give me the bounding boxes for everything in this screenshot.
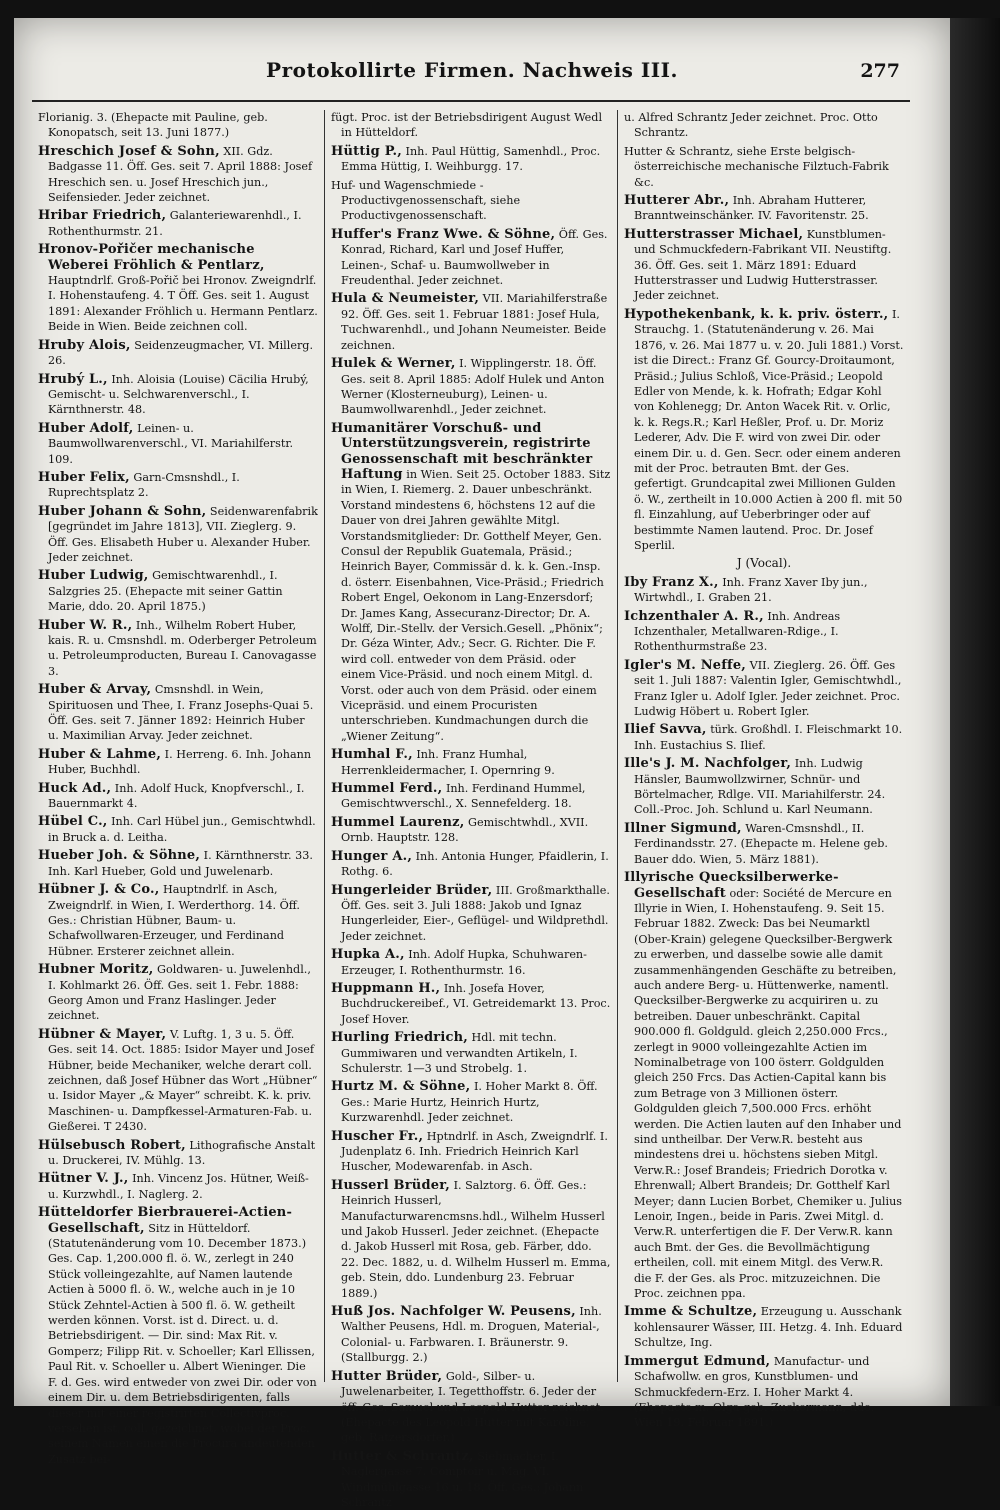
directory-entry [38,470,318,501]
directory-entry [624,193,904,224]
directory-entry [38,1205,318,1467]
entry-text: Inh. Adolf Hupka, Schuhwaren-Erzeuger, I. Rothenthurmstr. 16. [341,948,587,977]
directory-entry [331,1079,611,1125]
firm-name: Hunger A., [331,848,413,864]
firm-name: Hurtz M. & Söhne, [331,1079,471,1095]
page-header [34,58,910,92]
entry-text: I. Hoher Markt 8. Öff. Ges.: Marie Hurtz, Heinrich Hurtz, Kurzwarenhdl. Jeder zeichnet. [341,1080,598,1125]
directory-entry [331,947,611,978]
header-rule [32,100,910,102]
firm-name: Hrubý L., [38,371,108,387]
entry-text: Waren-Cmsnshdl., II. Ferdinandsstr. 27. (Ehepacte m. Helene geb. Bauer ddo. Wien, 5. März 1881). [634,821,888,866]
columns-container [32,110,910,1509]
entry-text: Inh. Vincenz Jos. Hütner, Weiß- u. Kurzwhdl., I. Naglerg. 2. [48,1172,309,1201]
directory-entry [624,658,904,720]
entry-text: V. Luftg. 1, 3 u. 5. Öff. Ges. seit 14. Oct. 1885: Isidor Mayer und Josef Hübner, beide Mechaniker, welche derart coll. zeichnen, daß Josef Hübner das Wort „Hübner“ u. Isidor Mayer „& Mayer“ schreibt. K. k. priv. Maschinen- u. Dampfkessel-Armaturen-Fab. u. Gießerei. T 2430. [48,1027,318,1134]
firm-name: Hupka A., [331,947,405,963]
firm-name: Ichzenthaler A. R., [624,608,764,624]
firm-name: Huscher Fr., [331,1128,424,1144]
entry-text: Inh. Aloisia (Louise) Cäcilia Hrubý, Gemischt- u. Selchwarenverschl., I. Kärnthnerstr. 48. [48,372,309,417]
entry-text: Hauptndrlf. in Asch, Zweigndrlf. in Wien, I. Werderthorg. 14. Öff. Ges.: Christian Hübner, Baum- u. Schafwollwaren-Erzeuger, und Ferdinand Hübner. Ersterer zeichnet allein. [48,883,300,958]
firm-name: Hübner & Mayer, [38,1026,167,1042]
firm-name: Husserl Brüder, [331,1177,451,1193]
entry-text: Siebmacher, I. Naglergasse 7. Comptoir u. Mag. VI. Windmühlgasse 16 u. 18. Öff. Ges.: Johann Schrantz [341,1449,584,1509]
directory-entry [38,1027,318,1135]
directory-entry [38,242,318,334]
firm-name: Hribar Friedrich, [38,208,167,224]
firm-name: Illyrische Quecksilberwerke-Gesellschaft [624,870,839,901]
column-3 [617,110,910,1430]
directory-entry [331,178,611,224]
entry-text: Inh. Abraham Hutterer, Branntweinschänker. IV. Favoritenstr. 25. [634,194,869,223]
firm-name: Huber & Lahme, [38,746,162,762]
firm-name: Hutter Brüder, [331,1368,443,1384]
firm-name: Hruby Alois, [38,337,131,353]
entry-text: VII. Mariahilferstraße 92. Öff. Ges. seit 1. Februar 1881: Josef Hula, Tuchwarenhdl., und Johann Neumeister. Beide zeichnen. [341,292,608,352]
entry-text: u. Alfred Schrantz Jeder zeichnet. Proc. Otto Schrantz. [624,111,878,140]
entry-text: Goldwaren- u. Juwelenhdl., I. Kohlmarkt 26. Öff. Ges. seit 1. Febr. 1888: Georg Amon und Franz Haslinger. Jeder zeichnet. [48,963,311,1023]
directory-entry [331,1129,611,1175]
firm-name: Hueber Joh. & Söhne, [38,848,201,864]
directory-entry [38,618,318,680]
directory-entry [38,568,318,614]
firm-name: Humhal F., [331,747,413,763]
directory-entry [331,849,611,880]
column-1 [32,110,324,1466]
directory-entry [38,747,318,778]
directory-entry [624,609,904,655]
entry-text: Hdl. mit techn. Gummiwaren und verwandten Artikeln, I. Schulerstr. 1—3 und Strobelg. 1. [341,1031,578,1075]
entry-text: türk. Großhdl. I. Fleischmarkt 10. Inh. Eustachius S. Ilief. [634,723,903,752]
firm-name: Huffer's Franz Wwe. & Söhne, [331,226,556,242]
directory-entry [38,338,318,369]
directory-entry [331,1304,611,1366]
entry-text: Inh., Wilhelm Robert Huber, kais. R. u. Cmsnshdl. m. Oderberger Petroleum u. Petroleumproducten, Bureau I. Canovagasse 3. [48,618,317,678]
directory-entry [624,144,904,190]
entry-text: Inh. Franz Xaver Iby jun., Wirtwhdl., I. Graben 21. [634,575,868,605]
entry-text: Sitz in Hütteldorf. (Statutenänderung vom 10. December 1873.) Ges. Cap. 1,200.000 fl. ö. W., zerlegt in 240 Stück volleingezahlte, auf Namen lautende Actien à 5000 fl. ö. W., welche auch in je 10 Stück Zehntel-Actien à 500 fl. ö. W. getheilt werden können. Vorst. ist d. Direct. u. d. Betriebsdirigent. — Dir. sind: Max Rit. v. Gomperz; Filipp Rit. v. Schoeller; Karl Ellissen, Paul Rit. v. Schoeller u. Albert Wieninger. Die F. d. Ges. wird entweder von zwei Dir. oder von einem Dir. u. dem Betriebsdirigenten, falls dieser mit einer registrirten Collectivproc. versehen ist, coll. gezeichnet, wobei der Proc. seinem Namen einen die Procura andeutenden Zusatz bei- [48,1221,317,1466]
entry-text: Leinen- u. Baumwollwarenverschl., VI. Mariahilferstr. 109. [48,421,294,466]
firm-name: Hüttig P., [331,143,402,159]
entry-text: Inh. Carl Hübel jun., Gemischtwhdl. in Bruck a. d. Leitha. [48,815,316,844]
page-number: 277 [860,60,900,82]
firm-name: Hutterer Abr., [624,193,730,209]
entry-text: Lithografische Anstalt u. Druckerei, IV. Mühlg. 13. [48,1138,316,1167]
directory-entry [624,1304,904,1350]
firm-name: Hypothekenbank, k. k. priv. österr., [624,306,889,322]
directory-entry [331,227,611,289]
entry-text: Galanteriewarenhdl., I. Rothenthurmstr. 21. [48,209,302,238]
directory-entry [331,747,611,778]
firm-name: Hütteldorfer Bierbrauerei-Actien-Gesellschaft, [38,1205,293,1236]
entry-text: Inh. Adolf Huck, Knopfverschl., I. Bauernmarkt 4. [48,781,305,811]
entry-text: Cmsnshdl. in Wein, Spirituosen und Thee, I. Franz Josephs-Quai 5. Öff. Ges. seit 7. Jänner 1892: Heinrich Huber u. Maximilian Arvay. Jeder zeichnet. [48,683,314,743]
firm-name: Hulek & Werner, [331,356,456,372]
directory-entry [38,781,318,812]
firm-name: Hungerleider Brüder, [331,882,493,898]
firm-name: Huber Ludwig, [38,568,149,584]
entry-text: fügt. Proc. ist der Betriebsdirigent August Wedl in Hütteldorf. [331,111,603,140]
entry-text: Inh. Ferdinand Hummel, Gemischtwverschl., X. Sennefelderg. 18. [341,782,586,811]
firm-name: Ille's J. M. Nachfolger, [624,756,792,772]
firm-name: Huber Felix, [38,469,130,485]
entry-text: I. Strauchg. 1. (Statutenänderung v. 26. Mai 1876, v. 26. Mai 1877 u. v. 20. Juli 1881.) Vorst. ist die Direct.: Franz Gf. Gourcy-Droitaumont, Präsid.; Julius Schloß, Vice-Präsid.; Leopold Edler von Mende, k. k. Hofrath; Edgar Kohl von Kohlenegg; Dr. Anton Wacek Rit. v. Orlic, k. k. Regs.R.; Karl Heßler, Prof. u. Dr. Moriz Lederer, Adv. Die F. wird von zwei Dir. oder einem Dir. u. d. Gen. Secr. oder einem anderen mit der Proc. betrauten Bmt. der Ges. gefertigt. Grundcapital zwei Millionen Gulden ö. W., zertheilt in 10.000 Actien à 200 fl. mit 50 fl. Einzahlung, auf Ueberbringer oder auf bestimmte Namen lautend. Proc. Dr. Josef Sperlil. [634,307,904,552]
entry-text: Gold-, Silber- u. Juwelenarbeiter, I. Tegetthoffstr. 6. Jeder der öff. Ges. Samuel und Leopold Hutter zeichnet. (Ehepacte des Leopold Hutter mit Karoline, geb. Ratzersdorfer.) [341,1369,604,1445]
firm-name: Huber Johann & Sohn, [38,503,207,519]
firm-name: Ilief Savva, [624,722,707,738]
entry-text: Inh. Antonia Hunger, Pfaidlerin, I. Rothg. 6. [341,849,609,879]
entry-text: XII. Gdz. Badgasse 11. Öff. Ges. seit 7. April 1888: Josef Hreschich sen. u. Josef Hreschich jun., Seifensieder. Jeder zeichnet. [48,144,313,205]
entry-text: Öff. Ges. Konrad, Richard, Karl und Josef Huffer, Leinen-, Schaf- u. Baumwollweber in Freudenthal. Jeder zeichnet. [341,227,608,288]
firm-name: Huber W. R., [38,617,133,633]
firm-name: Hula & Neumeister, [331,291,480,307]
entry-text: Hutter & Schrantz, siehe Erste belgisch-österreichische mechanische Filztuch-Fabrik &c. [624,144,889,189]
directory-entry [38,882,318,959]
entry-text: Seidenwarenfabrik [gegründet im Jahre 1813], VII. Zieglerg. 9. Öff. Ges. Elisabeth Huber u. Alexander Huber. Jeder zeichnet. [48,504,318,564]
firm-name: Hütner V. J., [38,1171,129,1187]
directory-entry [624,307,904,554]
entry-text: I. Herreng. 6. Inh. Johann Huber, Buchhdl. [48,747,312,777]
entry-text: Inh. Ludwig Hänsler, Baumwollzwirner, Schnür- und Börtelmacher, Rdlge. VII. Mariahilferstr. 24. Coll.-Proc. Joh. Schlund u. Karl Neumann. [634,757,886,817]
firm-name: Hübel C., [38,814,108,830]
directory-entry [624,722,904,753]
entry-text: Garn-Cmsnshdl., I. Ruprechtsplatz 2. [48,470,240,500]
directory-entry [331,1449,611,1510]
firm-name: Huber Adolf, [38,420,134,436]
entry-text: Hptndrlf. in Asch, Zweigndrlf. I. Judenplatz 6. Inh. Friedrich Heinrich Karl Huscher, Modewarenfab. in Asch. [341,1129,608,1174]
firm-name: Huß Jos. Nachfolger W. Peusens, [331,1304,576,1320]
directory-entry [38,110,318,141]
section-heading: J (Vocal). [736,556,792,571]
firm-name: Igler's M. Neffe, [624,657,747,673]
directory-entry [331,1369,611,1446]
entry-text: VII. Zieglerg. 26. Öff. Ges seit 1. Juli 1887: Valentin Igler, Gemischtwhdl., Franz Igler u. Adolf Igler. Jeder zeichnet. Proc. Ludwig Höbert u. Robert Igler. [634,658,902,719]
entry-text: in Wien. Seit 25. October 1883. Sitz in Wien, I. Riemerg. 2. Dauer unbeschränkt. Vorstand mindestens 6, höchstens 12 auf die Dauer von drei Jahren gewählte Mitgl. Vorstandsmitglieder: Dr. Gotthelf Meyer, Gen. Consul der Republik Guatemala, Präsid.; Heinrich Bayer, Commissär d. k. k. Gen.-Insp. d. österr. Eisenbahnen, Vice-Präsid.; Friedrich Robert Engel, Oekonom in Lang-Enzersdorf; Dr. James Kang, Assecuranz-Director; Dr. A. Wolff, Dir.-Stellv. der Versich.Gesell. „Phönix“; Dr. Géza Winter, Adv.; Secr. G. Richter. Die F. wird coll. entweder von dem Präsid. oder einem Vice-Präsid. und noch einem Mitgl. d. Vorst. oder auch von dem Präsid. oder einem Vicepräsid. und einem Procuristen unterschrieben. Kundmachungen durch die „Wiener Zeitung“. [341,467,611,743]
running-title: Protokollirte Firmen. Nachweis III. [266,58,678,82]
directory-entry [331,781,611,812]
firm-name: Hülsebusch Robert, [38,1137,186,1153]
entry-text: oder: Société de Mercure en Illyrie in Wien, I. Hohenstaufeng. 9. Seit 15. Februar 1882. Zweck: Das bei Neumarktl (Ober-Krain) gelegene Quecksilber-Bergwerk zu erwerben, und dasselbe sowie alle damit zusammenhängenden Geschäfte zu betreiben, auch andere Berg- u. Hüttenwerke, namentl. Quecksilber-Bergwerke zu acquiriren u. zu betreiben. Dauer unbeschränkt. Capital 900.000 fl. Goldguld. gleich 2,250.000 Frcs., zerlegt in 9000 volleingezahlte Actien im Nominalbetrage von 100 österr. Goldgulden gleich 250 Frcs. Das Actien-Capital kann bis zum Betrage von 3 Millionen österr. Goldgulden gleich 7,500.000 Frcs. erhöht werden. Die Actien lauten auf den Inhaber und sind untheilbar. Der Verw.R. besteht aus mindestens drei u. höchstens sieben Mitgl. Verw.R.: Josef Brandeis; Friedrich Dorotka v. Ehrenwall; Albert Brandeis; Dr. Gotthelf Karl Meyer; dann Lucien Borbet, Chemiker u. Julius Lenoir, Ingen., beide in Paris. Zwei Mitgl. d. Verw.R. unterfertigen die F. Der Verw.R. kann auch Bmt. der Ges. die Bevollmächtigung ertheilen, coll. mit einem Mitgl. des Verw.R. die F. der Ges. als Proc. mitzuzeichnen. Die Proc. zeichnen ppa. [634,886,903,1301]
entry-text: Seidenzeugmacher, VI. Millerg. 26. [48,338,314,368]
firm-name: Hronov-Pořičer mechanische Weberei Fröhlich & Pentlarz, [38,242,265,273]
firm-name: Hubner Moritz, [38,962,154,978]
directory-entry [38,421,318,467]
entry-text: III. Großmarkthalle. Öff. Ges. seit 3. Juli 1888: Jakob und Ignaz Hungerleider, Eier-, Geflügel- und Wildprethdl. Jeder zeichnet. [341,883,610,943]
directory-entry [624,575,904,606]
directory-entry [38,1138,318,1169]
directory-entry [38,144,318,206]
directory-entry [38,208,318,239]
directory-entry [331,356,611,418]
entry-text: Huf- und Wagenschmiede - Productivgenossenschaft, siehe Productivgenossenschaft. [331,178,521,223]
directory-entry [331,110,611,141]
firm-name: Illner Sigmund, [624,820,742,836]
entry-text: Kunstblumen- und Schmuckfedern-Fabrikant VII. Neustiftg. 36. Öff. Ges. seit 1. März 1891: Eduard Hutterstrasser und Ludwig Hutterstrasser. Jeder zeichnet. [634,227,892,303]
entry-text: Manufactur- und Schafwollw. en gros, Kunstblumen- und Schmuckfedern-Erz. I. Hoher Markt 4. (Ehepacte m. Olga geb. Zuckermann, ddo. Wien 19. Februar 1891.) [634,1354,875,1430]
firm-name: Hutterstrasser Michael, [624,226,804,242]
directory-entry [38,504,318,566]
directory-entry [624,227,904,304]
directory-entry [331,1178,611,1301]
firm-name: Hutter & Schrantz, [331,1448,474,1464]
firm-name: Huppmann H., [331,980,441,996]
entry-text: I. Kärnthnerstr. 33. Inh. Karl Hueber, Gold und Juwelenarb. [48,849,313,878]
entry-text: Florianig. 3. (Ehepacte mit Pauline, geb. Konopatsch, seit 13. Juni 1877.) [38,111,268,140]
entry-text: I. Salztorg. 6. Öff. Ges.: Heinrich Husserl, Manufacturwarencmsns.hdl., Wilhelm Husserl und Jakob Husserl. Jeder zeichnet. (Ehepacte d. Jakob Husserl mit Rosa, geb. Färber, ddo. 22. Dec. 1882, u. d. Wilhelm Husserl m. Emma, geb. Stein, ddo. Lundenburg 23. Februar 1889.) [341,1178,611,1300]
entry-text: Inh. Andreas Ichzenthaler, Metallwaren-Rdige., I. Rothenthurmstraße 23. [634,609,841,654]
directory-entry [624,870,904,1301]
directory-entry [331,144,611,175]
entry-text: Gemischtwarenhdl., I. Salzgries 25. (Ehepacte mit seiner Gattin Marie, ddo. 20. April 1875.) [48,569,283,614]
firm-name: Hummel Ferd., [331,781,443,797]
firm-name: Iby Franz X., [624,574,719,590]
directory-entry [624,756,904,818]
column-2 [324,110,617,1509]
entry-text: Gemischtwhdl., XVII. Ornb. Hauptstr. 128. [341,815,589,845]
directory-entry [624,110,904,141]
directory-entry [331,883,611,945]
firm-name: Huber & Arvay, [38,682,152,698]
entry-text: I. Wipplingerstr. 18. Öff. Ges. seit 8. April 1885: Adolf Hulek und Anton Werner (Klosterneuburg), Leinen- u. Baumwollwarenhdl., Jeder zeichnet. [341,357,605,417]
directory-entry [331,421,611,745]
entry-text: Inh. Walther Peusens, Hdl. m. Droguen, Material-, Colonial- u. Farbwaren. I. Bräunerstr. 9. (Stallburgg. 2.) [341,1305,602,1365]
firm-name: Hübner J. & Co., [38,882,160,898]
directory-entry [38,962,318,1024]
firm-name: Hurling Friedrich, [331,1030,468,1046]
entry-text: Erzeugung u. Ausschank kohlensaurer Wässer, III. Hetzg. 4. Inh. Eduard Schultze, Ing. [634,1305,903,1350]
directory-entry [331,981,611,1027]
firm-name: Humanitärer Vorschuß- und Unterstützungsverein, registrirte Genossenschaft mit beschränkter Haftung [331,420,593,482]
directory-entry [331,291,611,353]
directory-entry [331,1030,611,1076]
firm-name: Imme & Schultze, [624,1304,758,1320]
entry-text: Inh. Paul Hüttig, Samenhdl., Proc. Emma Hüttig, I. Weihburgg. 17. [341,144,601,174]
firm-name: Hummel Laurenz, [331,814,465,830]
document-page [14,18,950,1509]
firm-name: Huck Ad., [38,780,112,796]
entry-text: Hauptndrlf. Groß-Pořič bei Hronov. Zweigndrlf. I. Hohenstaufeng. 4. T Öff. Ges. seit 1. August 1891: Alexander Fröhlich u. Hermann Pentlarz. Beide in Wien. Beide zeichnen coll. [48,274,318,334]
directory-entry [331,815,611,846]
page-edge-shadow [950,18,1000,1406]
directory-entry [38,372,318,418]
entry-text: Inh. Josefa Hover, Buchdruckereibef., VI. Getreidemarkt 13. Proc. Josef Hover. [341,981,611,1026]
directory-entry [38,848,318,879]
directory-entry [38,682,318,744]
directory-entry [624,821,904,867]
entry-text: Inh. Franz Humhal, Herrenkleidermacher, I. Opernring 9. [341,748,555,777]
firm-name: Hreschich Josef & Sohn, [38,143,220,159]
directory-entry [624,1354,904,1431]
firm-name: Immergut Edmund, [624,1353,771,1369]
directory-entry [38,1171,318,1202]
directory-entry [38,814,318,845]
